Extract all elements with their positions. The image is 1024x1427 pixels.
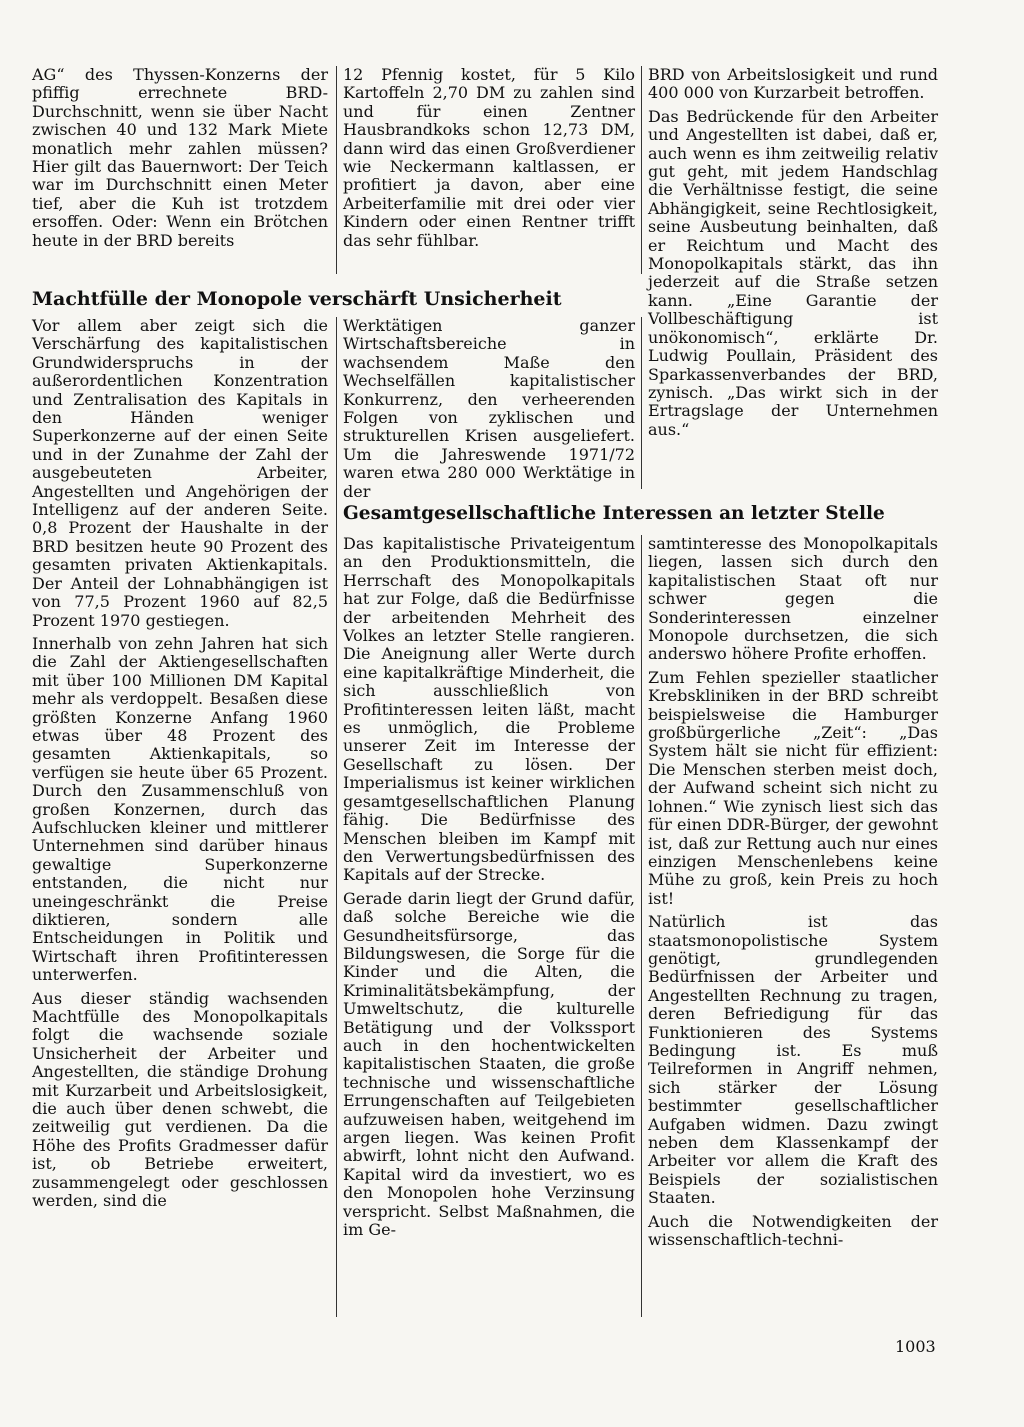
paragraph: Das Bedrückende für den Arbeiter und Angestellten ist dabei, daß er, auch wenn es ihm zeitweilig relativ gut geht, mit jedem Handschlag die Verhältnisse festigt, die seine Abhängigkeit, seine Rechtlosigkeit, seine Ausbeutung beinhalten, daß er Reichtum und Macht des Monopolkapitals stärkt, das ihn jederzeit auf die Straße setzen kann. „Eine Garantie der Vollbeschäftigung ist unökonomisch“, erklärte Dr. Ludwig Poullain, Präsident des Sparkassenverbandes der BRD, zynisch. „Das wirkt sich in der Ertragslage der Unternehmen aus.“ [648, 106, 938, 439]
paragraph: Werktätigen ganzer Wirtschaftsbereiche in wachsendem Maße den Wechselfällen kapitalistischer Konkurrenz, den verheerenden Folgen von zyklischen und strukturellen Krisen ausgeliefert. Um die Jahreswende 1971/72 waren etwa 280 000 Werktätige in der [343, 316, 635, 501]
paragraph: samtinteresse des Monopolkapitals liegen, lassen sich durch den kapitalistischen Staat oft nur schwer gegen die Sonderinteressen einzelner Monopole durchsetzen, die sich anderswo höhere Profite erhoffen. [648, 534, 938, 664]
top-col2-text [343, 66, 635, 250]
section2-col2-text [343, 535, 635, 1239]
paragraph: Aus dieser ständig wachsenden Machtfülle des Monopolkapitals folgt die wachsende soziale Unsicherheit der Arbeiter und Angestellten, die ständige Drohung mit Kurzarbeit und Arbeitslosigkeit, die auch über denen schwebt, die zeitweilig gut verdienen. Da die Höhe des Profits Gradmesser dafür ist, ob Betriebe erweitert, zusammengelegt oder geschlossen werden, sind die [32, 988, 328, 1211]
section2-col3-text [648, 535, 938, 1249]
section-heading-monopole: Machtfülle der Monopole verschärft Unsicherheit [32, 288, 562, 310]
page-number: 1003 [895, 1337, 936, 1356]
paragraph: Natürlich ist das staatsmonopolistische System genötigt, grundlegenden Bedürfnissen der Arbeiter und Angestellten Rechnung zu tragen, deren Befriedigung für das Funktionieren des Systems Bedingung ist. Es muß Teilreformen in Angriff nehmen, sich stärker der Lösung bestimmter gesellschaftlicher Aufgaben widmen. Dazu zwingt neben dem Klassenkampf der Arbeiter vor allem die Kraft des Beispiels der sozialistischen Staaten. [648, 912, 938, 1208]
section1-col2-text [343, 317, 635, 501]
top-col1-text [32, 66, 328, 250]
column-divider [641, 317, 642, 489]
paragraph: BRD von Arbeitslosigkeit und rund 400 000 von Kurzarbeit betroffen. [648, 65, 938, 103]
column-divider [641, 66, 642, 274]
paragraph: Das kapitalistische Privateigentum an den Produktionsmitteln, die Herrschaft des Monopolkapitals hat zur Folge, daß die Bedürfnisse der arbeitenden Mehrheit des Volkes an letzter Stelle rangieren. Die Aneignung aller Werte durch eine kapitalkräftige Minderheit, die sich ausschließlich von Profitinteressen leiten läßt, macht es unmöglich, die Probleme unserer Zeit im Interesse der Gesellschaft zu lösen. Der Imperialismus ist keiner wirklichen gesamtgesellschaftlichen Planung fähig. Die Bedürfnisse des Menschen bleiben im Kampf mit den Verwertungsbedürfnissen des Kapitals auf der Strecke. [343, 534, 635, 885]
section1-col1-text [32, 317, 328, 1211]
paragraph: Gerade darin liegt der Grund dafür, daß solche Bereiche wie die Gesundheitsfürsorge, das Bildungswesen, die Sorge für die Kinder und die Alten, die Kriminalitätsbekämpfung, der Umweltschutz, die kulturelle Betätigung und der Volkssport auch in den hochentwickelten kapitalistischen Staaten, die große technische und wissenschaftliche Errungenschaften auf Teilgebieten aufzuweisen haben, weitgehend im argen liegen. Was keinen Profit abwirft, lohnt nicht den Aufwand. Kapital wird da investiert, wo es den Monopolen hohe Verzinsung verspricht. Selbst Maßnahmen, die im Ge- [343, 888, 635, 1240]
paragraph: Innerhalb von zehn Jahren hat sich die Zahl der Aktiengesellschaften mit über 100 Millionen DM Kapital mehr als verdoppelt. Besaßen diese größten Konzerne Anfang 1960 etwas über 48 Prozent des gesamten Aktienkapitals, so verfügen sie heute über 65 Prozent. Durch den Zusammenschluß von großen Konzernen, durch das Aufschlucken kleiner und mittlerer Unternehmen sind darüber hinaus gewaltige Superkonzerne entstanden, die nicht nur uneingeschränkt die Preise diktieren, sondern alle Entscheidungen in Politik und Wirtschaft ihren Profitinteressen unterwerfen. [32, 633, 328, 985]
paragraph: 12 Pfennig kostet, für 5 Kilo Kartoffeln 2,70 DM zu zahlen sind und für einen Zentner Hausbrandkoks schon 12,73 DM, dann wird das einen Großverdiener wie Neckermann kaltlassen, er profitiert ja davon, aber eine Arbeiterfamilie mit drei oder vier Kindern oder einen Rentner trifft das sehr fühlbar. [343, 65, 635, 250]
section-heading-interessen: Gesamtgesellschaftliche Interessen an letzter Stelle [343, 503, 885, 524]
column-divider [641, 535, 642, 1317]
paragraph: AG“ des Thyssen-Konzerns der pfiffig errechnete BRD-Durchschnitt, wenn sie über Nacht zwischen 40 und 132 Mark Miete monatlich mehr zahlen müssen? Hier gilt das Bauernwort: Der Teich war im Durchschnitt einen Meter tief, aber die Kuh ist trotzdem ersoffen. Oder: Wenn ein Brötchen heute in der BRD bereits [32, 65, 328, 250]
paragraph: Auch die Notwendigkeiten der wissenschaftlich-techni- [648, 1211, 938, 1250]
column-divider [336, 66, 337, 274]
column-divider [336, 317, 337, 1317]
paragraph: Zum Fehlen spezieller staatlicher Krebskliniken in der BRD schreibt beispielsweise die Hamburger großbürgerliche „Zeit“: „Das System hält sie nicht für effizient: Die Menschen sterben meist doch, der Aufwand scheint sich nicht zu lohnen.“ Wie zynisch liest sich das für einen DDR-Bürger, der gewohnt ist, daß zur Rettung auch nur eines einzigen Menschenlebens keine Mühe zu groß, kein Preis zu hoch ist! [648, 667, 938, 908]
paragraph: Vor allem aber zeigt sich die Verschärfung des kapitalistischen Grundwiderspruchs in der außerordentlichen Konzentration und Zentralisation des Kapitals in den Händen weniger Superkonzerne auf der einen Seite und in der Zunahme der Zahl der ausgebeuteten Arbeiter, Angestellten und Angehörigen der Intelligenz auf der anderen Seite. 0,8 Prozent der Haushalte in der BRD besitzen heute 90 Prozent des gesamten privaten Aktienkapitals. Der Anteil der Lohnabhängigen ist von 77,5 Prozent 1960 auf 82,5 Prozent 1970 gestiegen. [32, 316, 328, 630]
top-col3-text [648, 66, 938, 439]
